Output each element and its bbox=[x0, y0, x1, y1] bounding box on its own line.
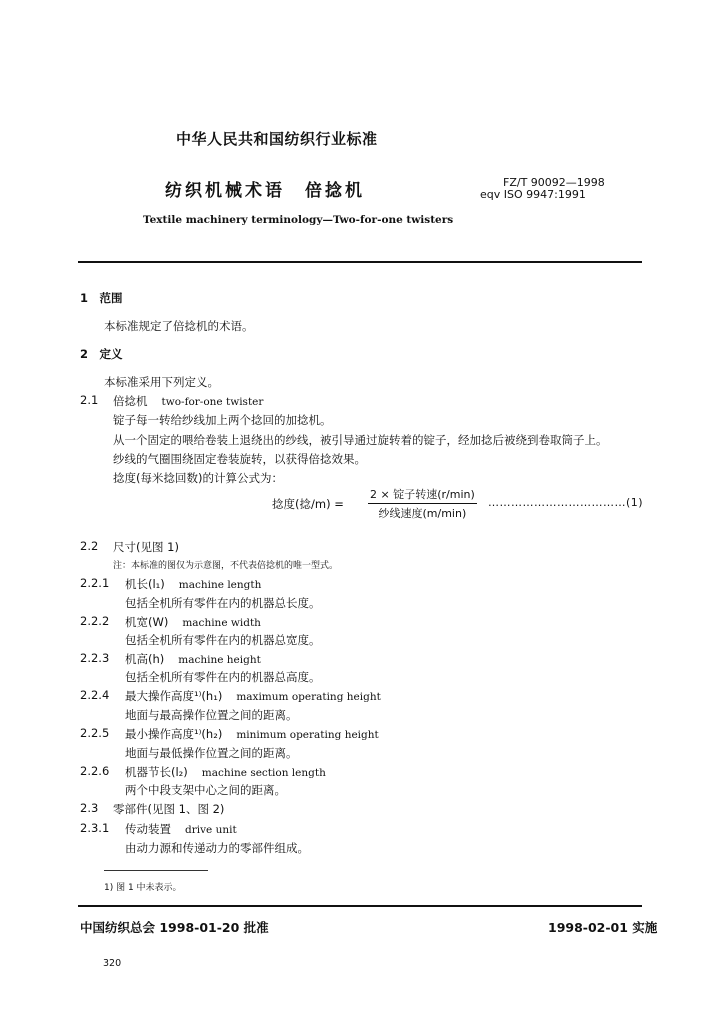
item-number: 2.2.1 bbox=[80, 576, 110, 590]
item-term bbox=[125, 764, 326, 780]
item-term-en: machine section length bbox=[201, 767, 326, 779]
footnote: 1) 图 1 中未表示。 bbox=[104, 883, 182, 893]
item-term-cn: 最小操作高度¹⁾(h₂) bbox=[125, 727, 223, 741]
clause-2-3-1-def: 由动力源和传递动力的零部件组成。 bbox=[125, 841, 309, 855]
item-term-cn: 机宽(W) bbox=[125, 615, 169, 629]
clause-2-3-1-term bbox=[125, 821, 237, 837]
item-term bbox=[125, 614, 261, 630]
clause-2-1-number: 2.1 bbox=[80, 393, 99, 407]
effective-date: 1998-02-01 实施 bbox=[548, 920, 658, 935]
item-number: 2.2.6 bbox=[80, 764, 110, 778]
item-definition: 包括全机所有零件在内的机器总长度。 bbox=[125, 596, 321, 610]
section-1-heading: 1 范围 bbox=[80, 291, 123, 305]
title-english: Textile machinery terminology—Two-for-one twisters bbox=[143, 214, 454, 226]
item-number: 2.2.3 bbox=[80, 651, 110, 665]
clause-2-1-def-1: 锭子每一转给纱线加上两个捻回的加捻机。 bbox=[113, 413, 332, 427]
item-definition: 地面与最高操作位置之间的距离。 bbox=[125, 708, 298, 722]
item-term bbox=[125, 726, 379, 742]
item-term-en: machine width bbox=[182, 617, 261, 629]
item-term-cn: 机高(h) bbox=[125, 652, 165, 666]
standard-code-line1: FZ/T 90092—1998 bbox=[503, 176, 605, 189]
title-chinese: 纺织机械术语 倍捻机 bbox=[165, 181, 365, 201]
item-definition: 地面与最低操作位置之间的距离。 bbox=[125, 746, 298, 760]
clause-2-2-note: 注：本标准的图仅为示意图，不代表倍捻机的唯一型式。 bbox=[113, 561, 339, 571]
page-number: 320 bbox=[103, 958, 122, 969]
header-rule bbox=[78, 261, 642, 263]
item-term bbox=[125, 688, 381, 704]
item-term-cn: 机长(l₁) bbox=[125, 577, 165, 591]
item-term bbox=[125, 651, 261, 667]
item-term bbox=[125, 576, 261, 592]
item-definition: 包括全机所有零件在内的机器总宽度。 bbox=[125, 633, 321, 647]
clause-2-3-term: 零部件(见图 1、图 2) bbox=[113, 802, 225, 816]
clause-2-3-1-term-cn: 传动装置 bbox=[125, 822, 171, 836]
item-number: 2.2.4 bbox=[80, 688, 110, 702]
item-definition: 两个中段支架中心之间的距离。 bbox=[125, 783, 286, 797]
clause-2-1-def-2: 从一个固定的喂给卷装上退绕出的纱线，被引导通过旋转着的锭子，经加捻后被绕到卷取筒子上。 bbox=[113, 433, 608, 447]
clause-2-2-term: 尺寸(见图 1) bbox=[113, 540, 179, 554]
formula-numerator: 2 × 锭子转速(r/min) bbox=[368, 486, 477, 504]
item-term-cn: 机器节长(l₂) bbox=[125, 765, 188, 779]
standard-code bbox=[480, 176, 605, 201]
approval-date: 中国纺织总会 1998-01-20 批准 bbox=[80, 920, 269, 935]
item-term-en: maximum operating height bbox=[236, 691, 381, 703]
clause-2-3-1-term-en: drive unit bbox=[185, 824, 237, 836]
section-2-heading: 2 定义 bbox=[80, 347, 123, 361]
clause-2-3-number: 2.3 bbox=[80, 801, 99, 815]
clause-2-2-number: 2.2 bbox=[80, 539, 99, 553]
clause-2-1-term-cn: 倍捻机 bbox=[113, 394, 148, 408]
section-1-text: 本标准规定了倍捻机的术语。 bbox=[104, 319, 254, 333]
footnote-rule bbox=[104, 870, 208, 871]
clause-2-3-1-number: 2.3.1 bbox=[80, 821, 110, 835]
standard-code-line2: eqv ISO 9947:1991 bbox=[480, 188, 586, 201]
item-term-cn: 最大操作高度¹⁾(h₁) bbox=[125, 689, 223, 703]
formula-lhs: 捻度(捻/m) = bbox=[272, 497, 344, 511]
footer-rule bbox=[78, 905, 642, 907]
item-term-en: minimum operating height bbox=[236, 729, 379, 741]
item-term-en: machine length bbox=[178, 579, 262, 591]
clause-2-1-def-4: 捻度(每米捻回数)的计算公式为： bbox=[113, 471, 283, 485]
item-definition: 包括全机所有零件在内的机器总高度。 bbox=[125, 670, 321, 684]
clause-2-1-def-3: 纱线的气圈围绕固定卷装旋转，以获得倍捻效果。 bbox=[113, 452, 366, 466]
clause-2-1-term-en: two-for-one twister bbox=[161, 396, 264, 408]
section-2-intro: 本标准采用下列定义。 bbox=[104, 375, 219, 389]
item-number: 2.2.2 bbox=[80, 614, 110, 628]
item-term-en: machine height bbox=[178, 654, 261, 666]
standard-name: 中华人民共和国纺织行业标准 bbox=[176, 130, 378, 148]
clause-2-1-term bbox=[113, 393, 263, 409]
item-number: 2.2.5 bbox=[80, 726, 110, 740]
formula-number: ………………………………(1) bbox=[488, 496, 644, 509]
formula-denominator: 纱线速度(m/min) bbox=[378, 507, 467, 520]
formula-fraction bbox=[368, 486, 477, 521]
